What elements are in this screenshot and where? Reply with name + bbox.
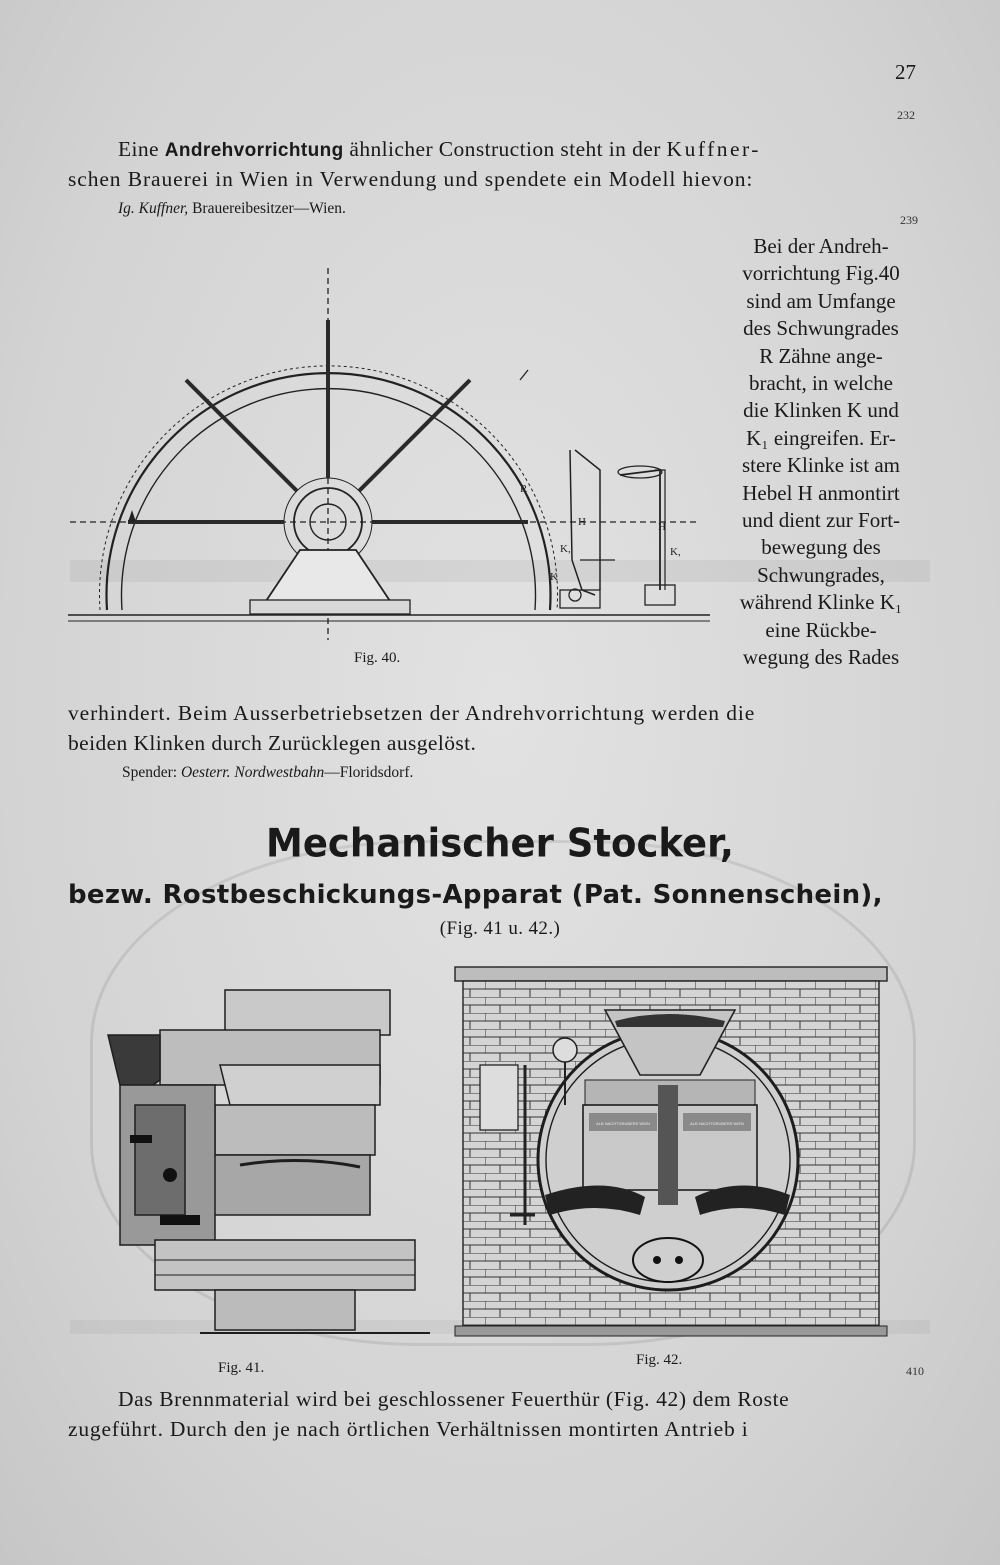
donor-name: Ig. Kuffner, (118, 200, 189, 217)
figure-40-flywheel-drawing (60, 260, 720, 650)
figure-40-caption: Fig. 40. (354, 650, 401, 666)
label-K: K (550, 571, 558, 583)
donor-line (122, 764, 413, 782)
plate-text: ALB NACHTGRUBERS WIEN (690, 1121, 744, 1126)
paragraph-line: schen Brauerei in Wien in Verwendung und spendete ein Modell hievon: (68, 167, 754, 191)
label-H: H (578, 516, 586, 528)
margin-number: 239 (900, 213, 918, 227)
donor-label: Spender: (122, 764, 181, 781)
page-number: 27 (895, 60, 916, 84)
label-R: R (520, 483, 528, 495)
paragraph-line: verhindert. Beim Ausserbetriebsetzen der Andrehvorrichtung werden die (68, 701, 756, 725)
column-line: bewegung des (761, 535, 881, 560)
column-line: Bei der Andreh- (753, 234, 889, 258)
column-line: K₁ eingreifen. Er- (746, 425, 896, 450)
paragraph-line: beiden Klinken durch Zurücklegen ausgelöst. (68, 731, 477, 755)
spaced-name: Kuffner- (666, 137, 761, 161)
column-line: vorrichtung Fig.40 (742, 261, 900, 286)
column-line: bracht, in welche (748, 371, 894, 396)
column-line: Schwungrades, (757, 562, 885, 587)
donor-place: Brauereibesitzer—Wien. (188, 200, 346, 217)
column-line: während Klinke K₁ (739, 590, 903, 615)
paragraph-line: Das Brennmaterial wird bei geschlossener Feuerthür (Fig. 42) dem Roste (118, 1387, 790, 1411)
margin-number: 232 (897, 108, 915, 122)
column-line: stere Klinke ist am (741, 453, 901, 478)
right-column-text (720, 233, 922, 672)
column-line: R Zähne ange- (759, 343, 883, 368)
column-line: sind am Umfange (746, 288, 896, 313)
donor-place: —Floridsdorf. (324, 764, 414, 781)
figure-reference: (Fig. 41 u. 42.) (439, 918, 561, 939)
section-title: Mechanischer Stocker, (266, 820, 734, 867)
column-line: des Schwungrades (743, 316, 899, 341)
figure-42-caption: Fig. 42. (636, 1352, 683, 1368)
text-span: ähnlicher Construction steht in der (343, 137, 667, 161)
figure-42-stoker-front (455, 965, 887, 1350)
label-H2: H (658, 521, 666, 533)
bold-term: Andrehvorrichtung (164, 140, 344, 161)
label-K1b: K, (670, 546, 681, 558)
plate-text: ALB NACHTGRUBERS WIEN (596, 1121, 650, 1126)
donor-name: Oesterr. Nordwestbahn (180, 764, 325, 781)
column-line: wegung des Rades (742, 645, 900, 670)
column-line: und dient zur Fort- (741, 508, 901, 533)
margin-number: 410 (906, 1364, 924, 1378)
column-line: die Klinken K und (743, 398, 899, 423)
section-subtitle: bezw. Rostbeschickungs-Apparat (Pat. Sonnenschein), (68, 880, 883, 910)
column-line: eine Rückbe- (765, 617, 877, 642)
figure-41-caption: Fig. 41. (218, 1360, 265, 1376)
figure-41-stoker-section (100, 985, 440, 1345)
text-span: Eine (118, 137, 165, 161)
paragraph-line (118, 134, 930, 166)
paragraph-line: zugeführt. Durch den je nach örtlichen Verhältnissen montirten Antrieb i (68, 1417, 749, 1441)
label-K1: K, (560, 543, 571, 555)
column-line: Hebel H anmontirt (742, 480, 900, 505)
donor-line (118, 200, 346, 218)
